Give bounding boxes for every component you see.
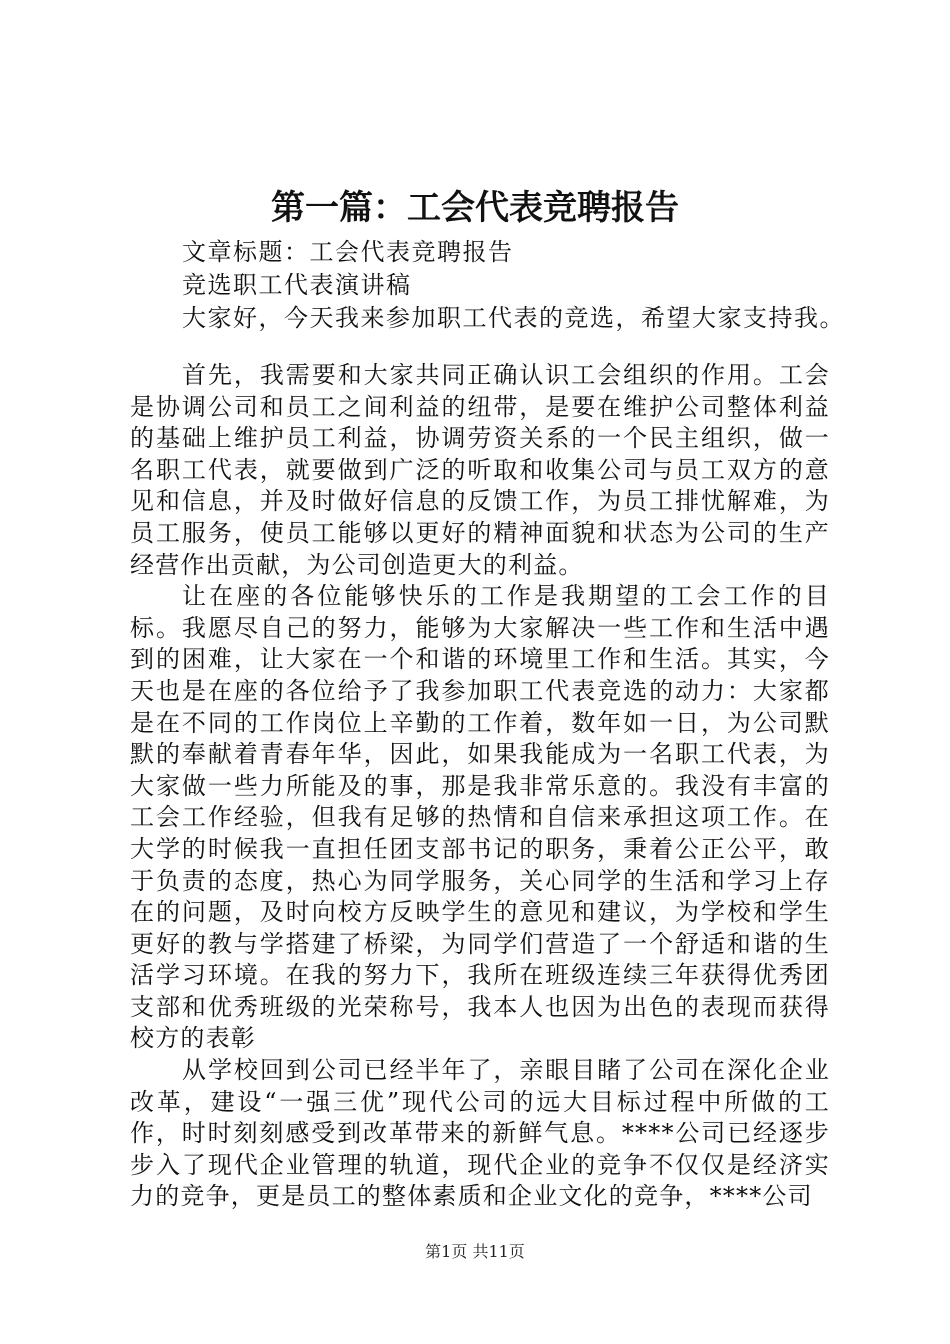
header-block xyxy=(130,236,870,335)
body-text xyxy=(130,360,830,1213)
page-title: 第一篇：工会代表竞聘报告 xyxy=(271,188,679,228)
page-footer: 第1页 共11页 xyxy=(425,1242,525,1261)
paragraph: 让在座的各位能够快乐的工作是我期望的工会工作的目标。我愿尽自己的努力，能够为大家解决一些工作和生活中遇到的困难，让大家在一个和谐的环境里工作和生活。其实，今天也是在座的各位给予了我参加职工代表竞选的动力：大家都是在不同的工作岗位上辛勤的工作着，数年如一日，为公司默默的奉献着青春年华，因此，如果我能成为一名职工代表，为大家做一些力所能及的事，那是我非常乐意的。我没有丰富的工会工作经验，但我有足够的热情和自信来承担这项工作。在大学的时候我一直担任团支部书记的职务，秉着公正公平，敢于负责的态度，热心为同学服务，关心同学的生活和学习上存在的问题，及时向校方反映学生的意见和建议，为学校和学生更好的教与学搭建了桥梁，为同学们营造了一个舒适和谐的生活学习环境。在我的努力下，我所在班级连续三年获得优秀团支部和优秀班级的光荣称号，我本人也因为出色的表现而获得校方的表彰 xyxy=(130,582,830,1053)
greeting-line: 大家好，今天我来参加职工代表的竞选，希望大家支持我。 xyxy=(182,304,845,332)
article-title-line: 文章标题：工会代表竞聘报告 xyxy=(182,238,514,266)
paragraph: 首先，我需要和大家共同正确认识工会组织的作用。工会是协调公司和员工之间利益的纽带，是要在维护公司整体利益的基础上维护员工利益，协调劳资关系的一个民主组织，做一名职工代表，就要做到广泛的听取和收集公司与员工双方的意见和信息，并及时做好信息的反馈工作，为员工排忧解难，为员工服务，使员工能够以更好的精神面貌和状态为公司的生产经营作出贡献，为公司创造更大的利益。 xyxy=(130,361,830,579)
paragraph: 从学校回到公司已经半年了，亲眼目睹了公司在深化企业改革，建设“一强三优”现代公司的远大目标过程中所做的工作，时时刻刻感受到改革带来的新鲜气息。****公司已经逐步步入了现代企业管理的轨道，现代企业的竞争不仅仅是经济实力的竞争，更是员工的整体素质和企业文化的竞争，****公司 xyxy=(130,1056,830,1211)
speech-title-line: 竞选职工代表演讲稿 xyxy=(182,271,412,299)
